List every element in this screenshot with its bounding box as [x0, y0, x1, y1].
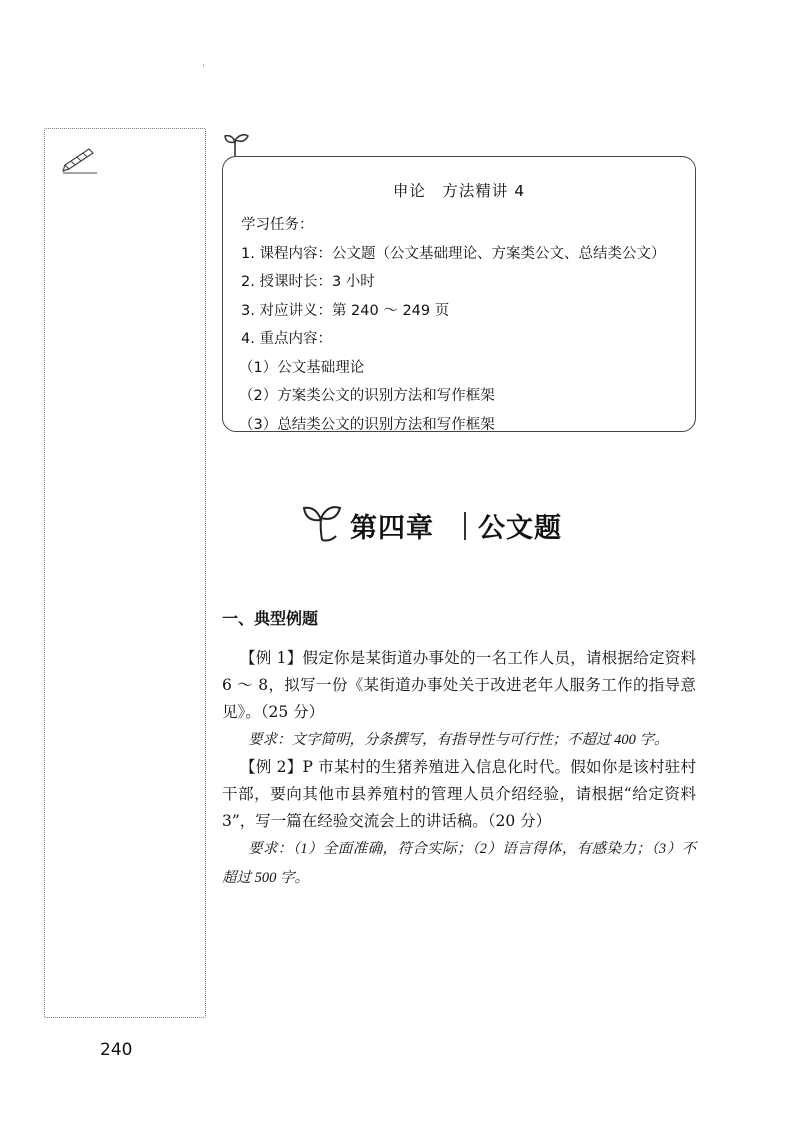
task-line: （1）公文基础理论	[239, 359, 365, 376]
task-line: （3）总结类公文的识别方法和写作框架	[239, 416, 495, 433]
pencil-icon	[59, 143, 103, 179]
chapter-divider	[464, 512, 466, 540]
sprout-icon	[300, 498, 346, 546]
task-heading: 学习任务：	[241, 217, 314, 233]
task-line: 1. 课程内容：公文题（公文基础理论、方案类公文、总结类公文）	[241, 245, 666, 262]
task-line: 4. 重点内容：	[241, 331, 332, 347]
chapter-title: 公文题	[478, 513, 562, 544]
chapter-number: 第四章	[350, 513, 434, 544]
section-heading: 一、典型例题	[222, 609, 319, 628]
example-requirement: 要求：（1）全面准确，符合实际；（2）语言得体，有感染力；（3）不超过 500 字。	[222, 841, 696, 886]
task-box-title: 申论 方法精讲 4	[392, 182, 526, 200]
example-1	[222, 645, 696, 755]
page-number: 240	[100, 1040, 133, 1060]
scan-mark	[203, 64, 204, 67]
example-requirement: 要求：文字简明，分条撰写，有指导性与可行性；不超过 400 字。	[248, 732, 669, 748]
notes-margin-panel	[44, 128, 206, 1018]
task-line: （2）方案类公文的识别方法和写作框架	[239, 388, 495, 404]
learning-task-box	[222, 156, 696, 432]
chapter-heading	[300, 498, 600, 548]
task-line: 2. 授课时长：3 小时	[241, 274, 375, 290]
example-question: 【例 2】P 市某村的生猪养殖进入信息化时代。假如你是该村驻村干部，要向其他市县养殖村的管理人员介绍经验，请根据“给定资料 3”，写一篇在经验交流会上的讲话稿。（20 分）	[222, 758, 696, 830]
task-line: 3. 对应讲义：第 240 ～ 249 页	[241, 302, 450, 319]
example-question: 【例 1】假定你是某街道办事处的一名工作人员，请根据给定资料 6 ～ 8，拟写一份《某街道办事处关于改进老年人服务工作的指导意见》。（25 分）	[222, 649, 696, 721]
example-2	[222, 754, 696, 893]
